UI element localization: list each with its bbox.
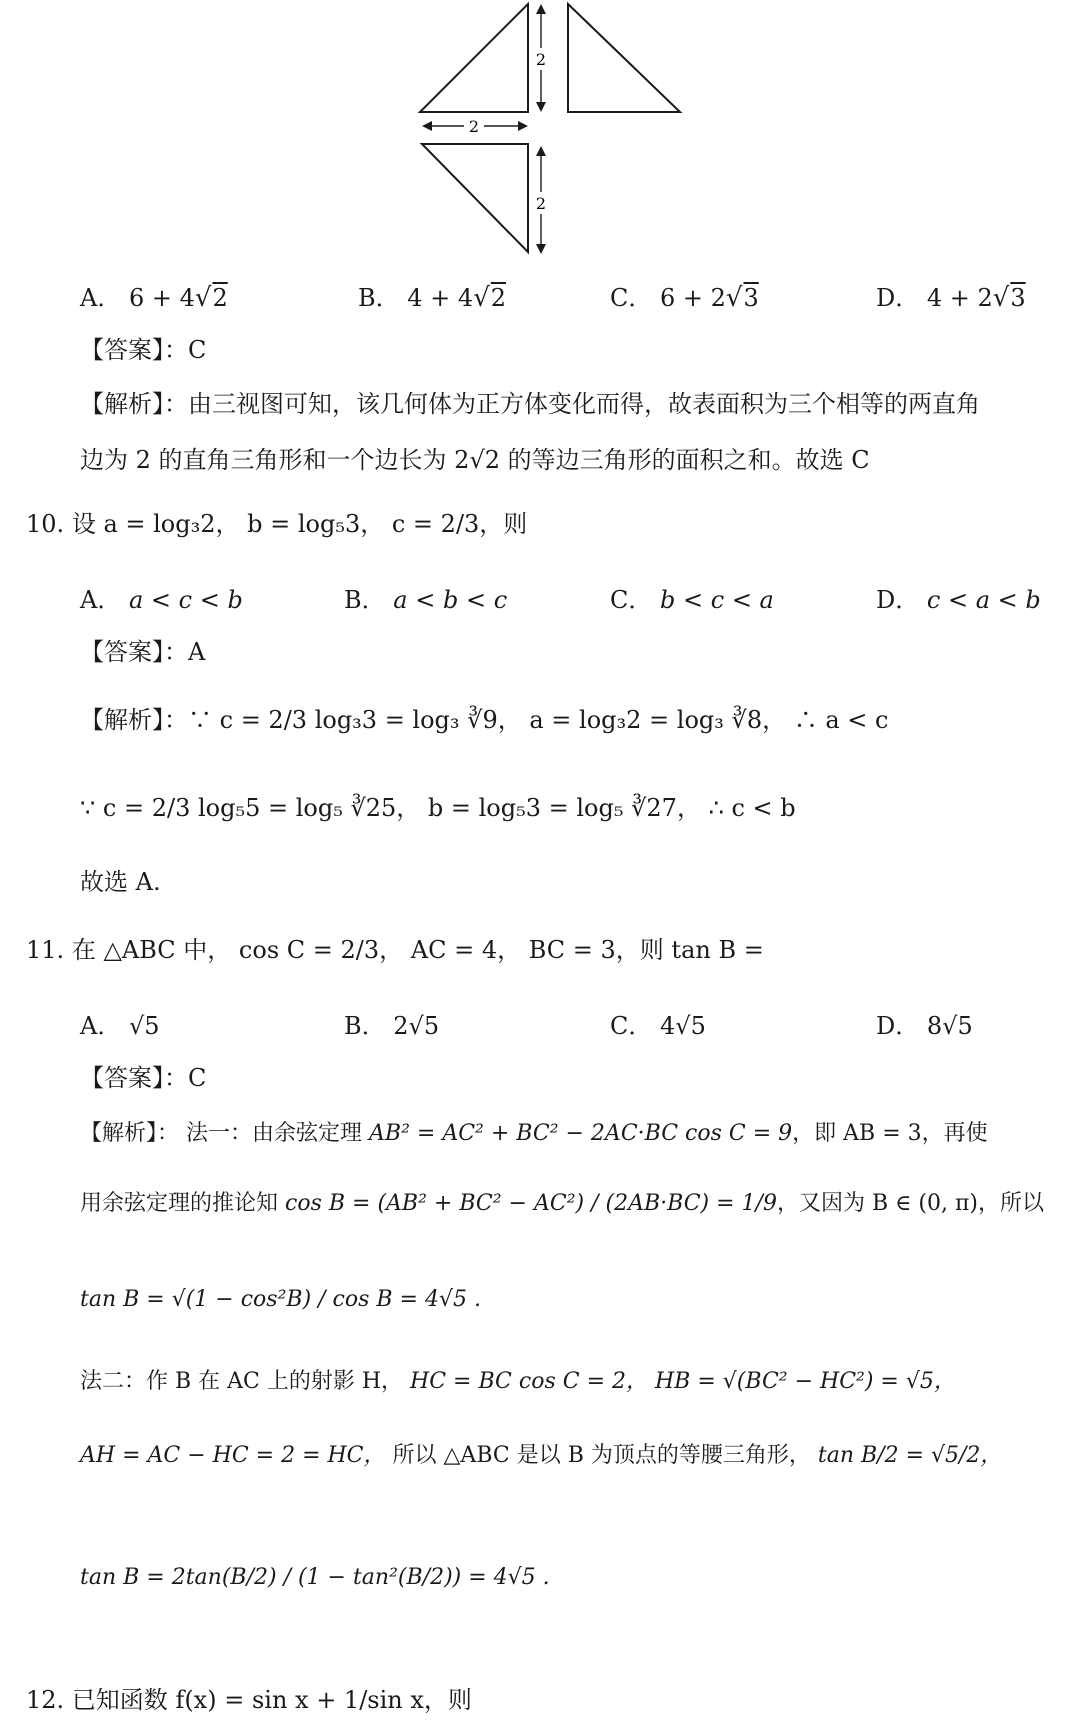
q10-conclusion: 故选 A. [80,868,161,896]
q11-method2-final: tan B = 2tan(B/2) / (1 − tan²(B/2)) = 4√5 . [80,1565,550,1590]
q11-method1-line1: 【解析】： 法一：由余弦定理 AB² = AC² + BC² − 2AC·BC cos C = 9，即 AB = 3，再使 [80,1121,988,1146]
q11-method1-tanB: tan B = √(1 − cos²B) / cos B = 4√5 . [80,1287,481,1312]
q11-stem: 11. 在 △ABC 中， cos C = 2/3， AC = 4， BC = 3，则 tan B = [26,936,764,964]
front-view-triangle [420,4,528,112]
q10-stem: 10. 设 a = log₃2， b = log₅3， c = 2/3，则 [26,510,528,538]
three-view-figure [410,0,700,262]
q11-method2-line2: AH = AC − HC = 2 = HC， 所以 △ABC 是以 B 为顶点的等腰三角形， tan B/2 = √5/2， [80,1443,1003,1468]
q11-option-b: B． 2√5 [344,1012,440,1040]
q9-analysis-line2: 边为 2 的直角三角形和一个边长为 2√2 的等边三角形的面积之和。故选 C [80,446,870,474]
q9-option-a: A． 6 + 4√2 [80,283,228,313]
q9-option-c: C． 6 + 2√3 [610,283,759,313]
q10-option-c: C． b < c < a [610,586,774,614]
dim-horizontal-label: 2 [468,117,480,136]
q11-method1-line2: 用余弦定理的推论知 cos B = (AB² + BC² − AC²) / (2AB·BC) = 1/9，又因为 B ∈ (0, π)，所以 [80,1191,1044,1216]
dim-bottom-label: 2 [535,194,547,213]
q10-answer: 【答案】：A [80,638,206,666]
q11-option-c: C． 4√5 [610,1012,706,1040]
q9-answer: 【答案】：C [80,336,207,364]
q9-option-b: B． 4 + 4√2 [358,283,507,313]
dim-top-label: 2 [535,50,547,69]
q9-analysis-line1: 【解析】：由三视图可知，该几何体为正方体变化而得，故表面积为三个相等的两直角 [80,390,980,418]
q10-option-a: A． a < c < b [80,586,243,614]
q10-option-d: D． c < a < b [876,586,1041,614]
q11-method2-line1: 法二：作 B 在 AC 上的射影 H， HC = BC cos C = 2， HB = √(BC² − HC²) = √5， [80,1369,956,1394]
q10-analysis-line2: ∵ c = 2/3 log₅5 = log₅ ∛25， b = log₅3 = log₅ ∛27， ∴ c < b [80,794,796,822]
top-view-triangle [422,144,528,252]
q9-option-d: D． 4 + 2√3 [876,283,1026,313]
q10-option-b: B． a < b < c [344,586,508,614]
q10-analysis-line1: 【解析】：∵ c = 2/3 log₃3 = log₃ ∛9， a = log₃2 = log₃ ∛8， ∴ a < c [80,706,889,734]
q11-option-a: A． √5 [80,1012,160,1040]
q12-stem: 12. 已知函数 f(x) = sin x + 1/sin x，则 [26,1686,472,1714]
side-view-triangle [568,4,680,112]
q11-option-d: D． 8√5 [876,1012,973,1040]
q11-answer: 【答案】：C [80,1064,207,1092]
